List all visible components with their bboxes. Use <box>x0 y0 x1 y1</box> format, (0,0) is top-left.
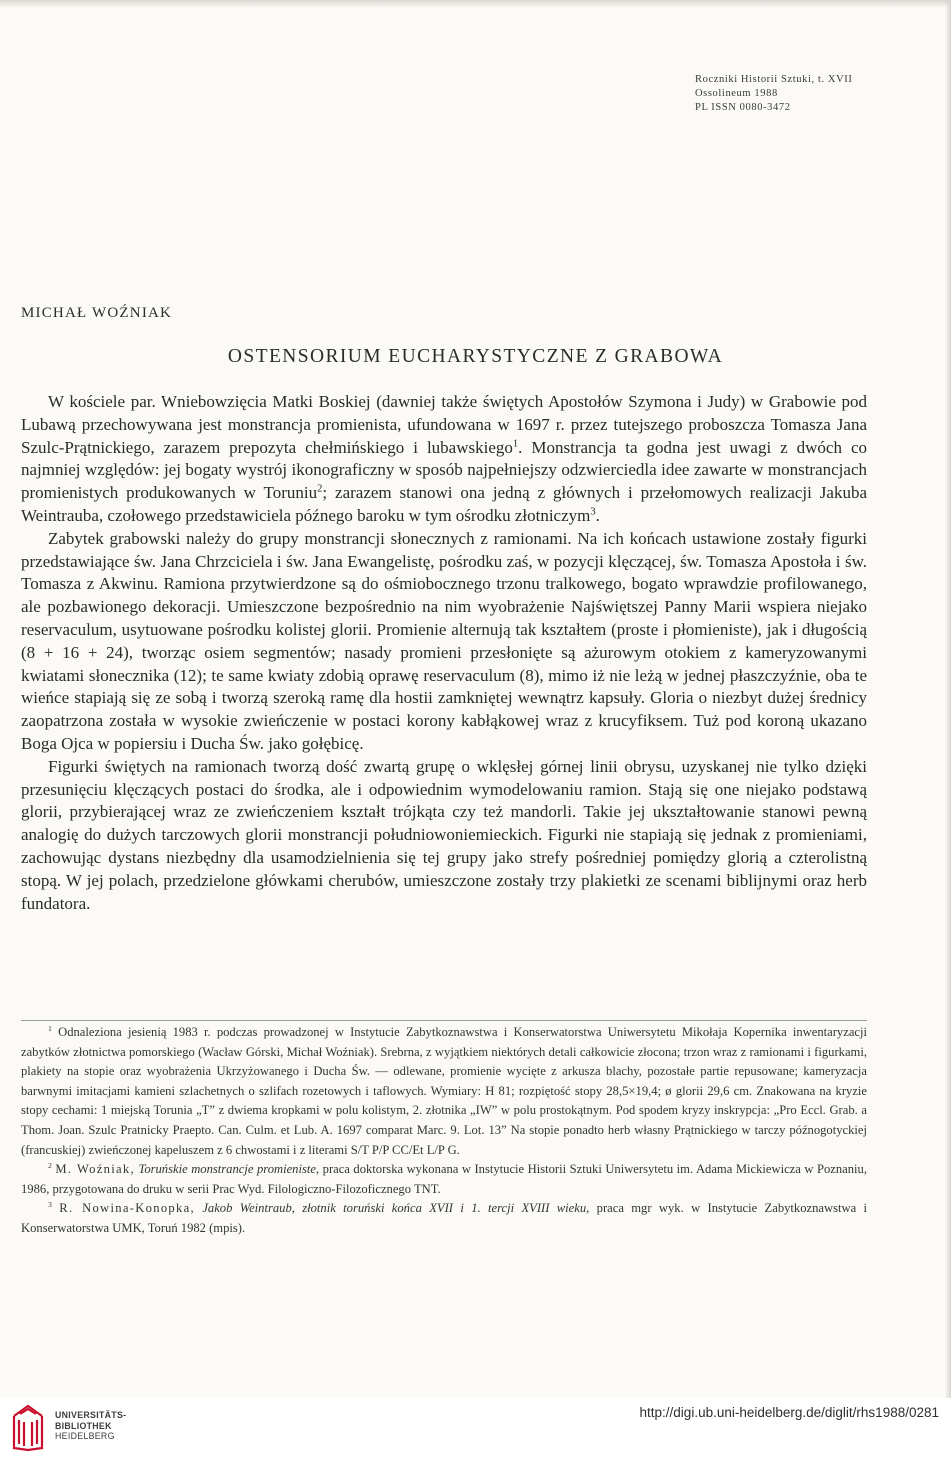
footnote-work-title: Jakob Weintraub, złotnik toruński końca XVII i 1. tercji XVIII wieku, <box>202 1201 590 1216</box>
scan-edge-top <box>0 0 951 8</box>
paragraph-text: . <box>595 505 600 525</box>
library-name-line: UNIVERSITÄTS- <box>55 1410 127 1420</box>
footnote-work-title: Toruńskie monstrancje promieniste, <box>138 1162 320 1177</box>
footnote-divider <box>21 1020 867 1021</box>
heidelberg-library-logo-icon <box>8 1402 48 1454</box>
publication-info <box>695 73 852 115</box>
footnotes <box>21 1023 867 1239</box>
paragraph-1 <box>21 391 867 528</box>
footnote-text: praca doktorska wykonana w Instytucie Historii Sztuki Uniwersytetu im. Adama Mickiewicza w Poznaniu, 1986, przygotowana do druku w serii Prac Wyd. Filologiczno-Filozoficznego TNT. <box>21 1162 867 1196</box>
paragraph-text: W kościele par. Wniebowzięcia Matki Boskiej (dawniej także świętych Apostołów Szymona i Judy) w Grabowie pod Lubawą przechowywana jest monstrancja promienista, ufundowana w 1697 r. przez tutejszego proboszcza Tomasza Jana Szulc-Prątnickiego, zarazem prepozyta chełmińskiego i lubawskiego <box>21 392 867 457</box>
publication-line: Ossolineum 1988 <box>695 88 778 99</box>
footnote-text: praca mgr wyk. w Instytucie Zabytkoznawstwa i Konserwatorstwa UMK, Toruń 1982 (mpis). <box>21 1201 868 1235</box>
library-name-line: BIBLIOTHEK <box>55 1420 112 1431</box>
footnote-author: M. Woźniak, <box>55 1162 135 1177</box>
footnote-number: 1 <box>48 1023 52 1033</box>
footnote-2 <box>21 1160 867 1199</box>
footnote-ref-2: 2 <box>317 483 323 495</box>
footnote-text: Odnaleziona jesienią 1983 r. podczas prowadzonej w Instytucie Zabytkoznawstwa i Konserwatorstwa Uniwersytetu Mikołaja Kopernika inwentaryzacji zabytków złotnictwa pomorskiego (Wacław Górski, Michał Woźniak). Srebrna, z wyjątkiem niektórych detali całkowicie złocona; trzon wraz z ramionami i figurkami, plakiety na stopie oraz wyobrażenia Ukrzyżowanego i Ducha Św. — odlewane, promienie wycięte z arkusza blachy, pozostałe partie repusowane; kameryzacja barwnymi imitacjami kamieni szlachetnych o szlifach rozetowych i taflowych. Wymiary: H 81; rozpiętość stopy 28,5×19,4; ø glorii 29,6 cm. Znakowana na kryzie stopy cechami: 1 miejską Torunia „T” z dwiema kropkami w polu kolistym, 2. złotnika „IW” w polu prostokątnym. Pod spodem kryzy inskrypcja: „Pro Eccl. Grab. a Thom. Joan. Szulc Pratnicky Praepto. Can. Culm. et Lub. A. 1697 comparat Marc. 9. Lot. 13” Na stopie ponadto herb własny Prątnickiego w tarczy późnogotyckiej (francuskiej) zwieńczonej kapeluszem z 6 chwostami i z literami S/T P/P CC/Et L/P G. <box>21 1025 867 1157</box>
footnote-3 <box>21 1199 867 1238</box>
article-title: OSTENSORIUM EUCHARYSTYCZNE Z GRABOWA <box>227 346 724 367</box>
footnote-number: 2 <box>48 1160 52 1170</box>
footnote-ref-1: 1 <box>512 437 519 449</box>
paragraph-3: Figurki świętych na ramionach tworzą dość zwartą grupę o wklęsłej górnej linii obrysu, uzyskanej nie tylko dzięki przesunięciu klęczących postaci do środka, ale i odpowiednim wymodelowaniu ramion. Stają się one niejako podstawą glorii, przybierającej wraz ze zwieńczeniem kształt trójkąta czy też mandorli. Takie jej ukształtowanie stanowi pewną analogię do dużych tarczowych glorii monstrancji południowoniemieckich. Figurki nie stapiają się jednak z promieniami, zachowując dystans niezbędny dla usamodzielnienia się tej grupy jako strefy pośredniej pomiędzy glorią a czterolistną stopą. W jej polach, przedzielone główkami cherubów, umieszczone zostały trzy plakietki ze scenami biblijnymi oraz herb fundatora. <box>21 756 867 913</box>
footnote-number: 3 <box>48 1200 52 1210</box>
footnote-author: R. Nowina-Konopka, <box>59 1201 195 1216</box>
footnote-1 <box>21 1023 867 1160</box>
library-name-line: HEIDELBERG <box>55 1431 115 1441</box>
publication-line: Roczniki Historii Sztuki, t. XVII <box>695 74 853 85</box>
paragraph-2: Zabytek grabowski należy do grupy monstrancji słonecznych z ramionami. Na ich końcach ustawione zostały figurki przedstawiające św. Jana Chrzciciela i św. Jana Ewangelistę, pośrodku zaś, w pozycji klęczącej, św. Tomasza Apostoła i św. Tomasza z Akwinu. Ramiona przytwierdzone są do ośmiobocznego trzonu tralkowego, bogato wprawdzie profilowanego, ale pozbawionego dekoracji. Umieszczone bezpośrednio na nim wyobrażenie Najświętszej Panny Marii wspiera niejako reservaculum, usytuowane pośrodku kolistej glorii. Promienie alternują tak kształtem (proste i płomieniste), jak i długością (8 + 16 + 24), tworząc osiem segmentów; nasady promieni przesłonięte są ażurowym otokiem z kameryzowanymi kwiatami słonecznika (12); te same kwiaty zdobią oprawę reservaculum (8), mimo iż nie leżą w jednej płaszczyźnie, oba te wieńce stapiają się ze sobą i tworzą szeroką ramę dla hostii zamkniętej wewnątrz kapsuły. Gloria o niezbyt dużej średnicy zaopatrzona została w wysokie zwieńczenie w postaci korony kabłąkowej wraz z krucyfiksem. Tuż pod koroną ukazano Boga Ojca w popiersiu i Ducha Św. jako gołębicę. <box>21 528 867 753</box>
paragraph-text: ; zarazem stanowi ona jedną z głównych i przełomowych realizacji Jakuba Weintrauba, czołowego przedstawiciela późnego baroku w tym ośrodku złotniczym <box>21 483 867 525</box>
paragraph-text: . Monstrancja ta godna jest uwagi z dwóch co najmniej względów: jej bogaty wystrój ikonograficzny w sposób najpełniejszy odzwierciedla idee zawarte w monstrancjach promienistych produkowanych w Toruniu <box>21 437 867 503</box>
footnote-ref-3: 3 <box>590 506 596 518</box>
publication-line: PL ISSN 0080-3472 <box>695 102 791 113</box>
article-author: MICHAŁ WOŹNIAK <box>21 305 173 321</box>
scan-edge-right <box>945 0 951 1400</box>
library-name <box>55 1410 126 1442</box>
article-body <box>21 391 867 915</box>
page-url-link[interactable]: http://digi.ub.uni-heidelberg.de/diglit/rhs1988/0281 <box>639 1405 939 1420</box>
